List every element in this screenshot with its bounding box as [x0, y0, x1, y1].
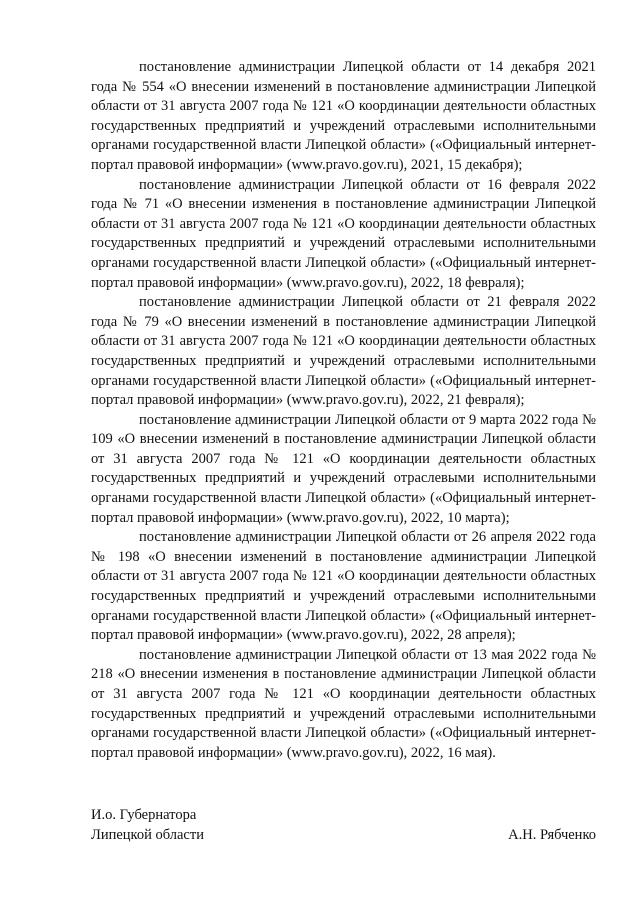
paragraph-resolution-198: постановление администрации Липецкой области от 26 апреля 2022 года № 198 «О внесении изменений в постановление администрации Липецкой области от 31 августа 2007 года № 121 «О координации деятельности областных государственных предприятий и учреждений отраслевыми исполнительными органами государственной власти Липецкой области» («Официальный интернет-портал правовой информации» (www.pravo.gov.ru), 2022, 28 апреля); [91, 529, 596, 644]
paragraph-resolution-109: постановление администрации Липецкой области от 9 марта 2022 года № 109 «О внесении изменений в постановление администрации Липецкой области от 31 августа 2007 года № 121 «О координации деятельности областных государственных предприятий и учреждений отраслевыми исполнительными органами государственной власти Липецкой области» («Официальный интернет-портал правовой информации» (www.pravo.gov.ru), 2022, 10 марта); [91, 411, 596, 526]
signatory-region: Липецкой области [91, 826, 204, 843]
signatory-position: И.о. Губернатора [91, 807, 197, 823]
paragraph-resolution-79: постановление администрации Липецкой области от 21 февраля 2022 года № 79 «О внесении изменений в постановление администрации Липецкой области от 31 августа 2007 года № 121 «О координации деятельности областных государственных предприятий и учреждений отраслевыми исполнительными органами государственной власти Липецкой области» («Официальный интернет-портал правовой информации» (www.pravo.gov.ru), 2022, 21 февраля); [91, 294, 596, 409]
signature-block [91, 806, 596, 845]
signatory-name: А.Н. Рябченко [508, 826, 596, 843]
document-body [91, 58, 596, 763]
paragraph-resolution-218: постановление администрации Липецкой области от 13 мая 2022 года № 218 «О внесении изменения в постановление администрации Липецкой области от 31 августа 2007 года № 121 «О координации деятельности областных государственных предприятий и учреждений отраслевыми исполнительными органами государственной власти Липецкой области» («Официальный интернет-портал правовой информации» (www.pravo.gov.ru), 2022, 16 мая). [91, 646, 596, 761]
signature-line [91, 826, 596, 846]
paragraph-resolution-71: постановление администрации Липецкой области от 16 февраля 2022 года № 71 «О внесении изменения в постановление администрации Липецкой области от 31 августа 2007 года № 121 «О координации деятельности областных государственных предприятий и учреждений отраслевыми исполнительными органами государственной власти Липецкой области» («Официальный интернет-портал правовой информации» (www.pravo.gov.ru), 2022, 18 февраля); [91, 176, 596, 291]
paragraph-resolution-554: постановление администрации Липецкой области от 14 декабря 2021 года № 554 «О внесении изменений в постановление администрации Липецкой области от 31 августа 2007 года № 121 «О координации деятельности областных государственных предприятий и учреждений отраслевыми исполнительными органами государственной власти Липецкой области» («Официальный интернет-портал правовой информации» (www.pravo.gov.ru), 2021, 15 декабря); [91, 59, 596, 173]
